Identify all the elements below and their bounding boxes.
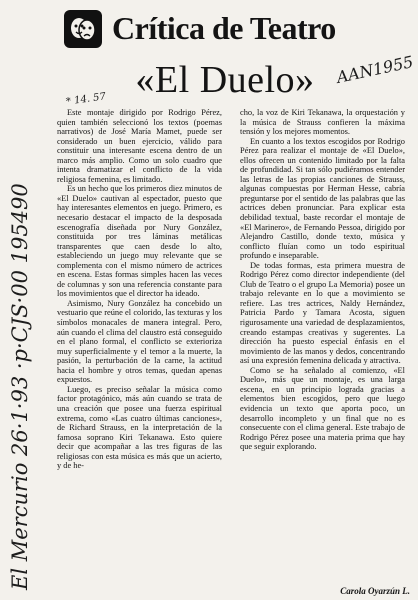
paragraph: Este montaje dirigido por Rodrigo Pérez, quien también seleccionó los textos (poemas narrativos) de José María Mamet, puede ser considerado un buen ejercicio, válido para constituir una interesante escena dentro de un marco más amplio. Como un solo cuadro que intenta dramatizar el conflicto de la vida religiosa femenina, es limitado. (57, 108, 222, 184)
article-column-left (57, 108, 222, 586)
paragraph: cho, la voz de Kiri Tekanawa, la orquestación y la música de Strauss confieren la máxima tensión y los mejores momentos. (240, 108, 405, 137)
paragraph: Es un hecho que los primeros diez minutos de «El Duelo» cautivan al espectador, puesto que hay interesantes elementos en juego. Primero, es necesario destacar el impacto de la desposada escenografía diseñada por Nury González, constituida por tres láminas metálicas transparentes que caen desde lo alto, estableciendo un juego muy relevante que se complementa con el mismo número de actrices en escena. Estas formas simples hacen las veces de columnas y son una referencia constante para los movimientos que el director ha ideado. (57, 184, 222, 299)
theatre-masks-logo (64, 10, 102, 48)
handwritten-small-note: * 14. 57 (65, 91, 107, 108)
paragraph: Luego, es preciso señalar la música como factor protagónico, más aún cuando se trata de una creación que posee una fuerza espiritual extrema, como «Las cuatro últimas canciones», de Richard Strauss, en la interpretación de la famosa soprano Kiri Tekanawa. Esto quiere decir que acompañar a las tres figuras de las religiosas con esta música es más que un acierto, y de he- (57, 384, 222, 471)
paragraph: Como se ha señalado al comienzo, «El Duelo», más que un montaje, es una larga escena, en un principio lograda gracias a elementos bien escogidos, pero que luego evidencia un texto que aporta poco, un desarrollo incompleto y un final que no es consecuente con el clima general. Este trabajo de Rodrigo Pérez posee una materia prima que hay que seguir explorando. (240, 365, 405, 452)
handwritten-margin-note: El Mercurio 26·1·93 ·p·CJS·00 195490 (8, 183, 32, 590)
section-masthead (64, 8, 384, 52)
paragraph: De todas formas, esta primera muestra de Rodrigo Pérez como director independiente (del Club de Teatro o el grupo La Memoria) posee un trabajo relevante en lo que a movimiento se refiere. Las tres actrices, Naldy Hernández, Patricia Pardo y Tamara Acosta, siguen rigurosamente una variedad de desplazamientos, creando estampas creativas y sugerentes. La dirección ha puesto especial énfasis en el movimiento de las manos y dedos, concentrando así una expresión femenina delicada y atractiva. (240, 260, 405, 366)
handwritten-year-note: AAN1955 (335, 52, 416, 87)
section-title: Crítica de Teatro (112, 10, 336, 46)
paragraph: Asimismo, Nury González ha concebido un vestuario que reúne el colorido, las texturas y los símbolos monacales de manera integral. Pero, aún cuando el clima del claustro está conseguido en el plano formal, el conflicto se exterioriza muy superficialmente y el temor a la muerte, la pasión, la perturbación de la carne, la actitud hacia el hombre y otros temas, quedan apenas expuestos. (57, 298, 222, 385)
byline: Carola Oyarzún L. (340, 586, 410, 596)
article-column-right (240, 108, 405, 586)
theatre-masks-icon (68, 14, 98, 44)
article-headline: «El Duelo» (135, 59, 315, 101)
paragraph: En cuanto a los textos escogidos por Rodrigo Pérez para realizar el montaje de «El Duelo», ellos ofrecen un contenido limitado por la falta de profundidad. Si tan sólo pudiéramos entender las letras de las propias canciones de Strauss, algunas compuestas por Herman Hesse, cabría preguntarse por el sentido de las palabras que las actrices deben pronunciar. Para explicar esta debilidad textual, baste recordar el montaje de «El Marinero», de Fernando Pessoa, dirigido por Alejandro Castillo, donde texto, música y conflicto fluían como un todo espiritual profundo e inseparable. (240, 136, 405, 261)
